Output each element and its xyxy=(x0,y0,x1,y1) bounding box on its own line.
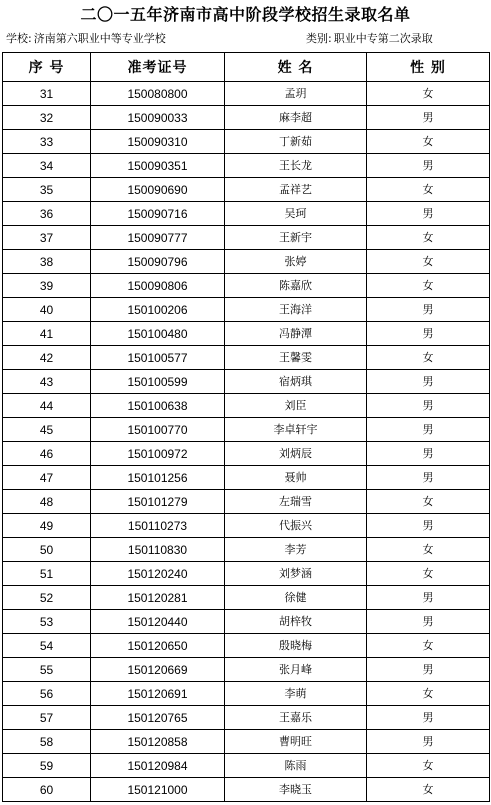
cell-name: 张月峰 xyxy=(225,658,367,682)
cell-seq: 54 xyxy=(3,634,91,658)
table-row xyxy=(3,466,490,490)
cell-seq: 38 xyxy=(3,250,91,274)
cell-seq: 39 xyxy=(3,274,91,298)
table-row xyxy=(3,418,490,442)
cell-gender: 女 xyxy=(367,178,490,202)
table-row xyxy=(3,562,490,586)
cell-seq: 36 xyxy=(3,202,91,226)
cell-gender: 男 xyxy=(367,442,490,466)
cell-exam-id: 150120440 xyxy=(91,610,225,634)
table-row xyxy=(3,82,490,106)
cell-name: 李萌 xyxy=(225,682,367,706)
cell-exam-id: 150100770 xyxy=(91,418,225,442)
cell-exam-id: 150121000 xyxy=(91,778,225,802)
cell-name: 张婷 xyxy=(225,250,367,274)
cell-gender: 女 xyxy=(367,82,490,106)
category-label: 类别: xyxy=(306,32,332,45)
admission-table xyxy=(2,52,490,802)
cell-gender: 女 xyxy=(367,250,490,274)
cell-name: 王嘉乐 xyxy=(225,706,367,730)
table-header-row xyxy=(3,53,490,82)
header-seq: 序 号 xyxy=(3,53,91,82)
cell-exam-id: 150080800 xyxy=(91,82,225,106)
table-row xyxy=(3,346,490,370)
cell-name: 宿炳琪 xyxy=(225,370,367,394)
cell-gender: 男 xyxy=(367,586,490,610)
cell-exam-id: 150101256 xyxy=(91,466,225,490)
cell-exam-id: 150120691 xyxy=(91,682,225,706)
table-row xyxy=(3,538,490,562)
cell-gender: 男 xyxy=(367,202,490,226)
header-name: 姓 名 xyxy=(225,53,367,82)
cell-gender: 男 xyxy=(367,322,490,346)
table-row xyxy=(3,106,490,130)
table-row xyxy=(3,730,490,754)
school-label: 学校: xyxy=(6,32,32,45)
cell-name: 代振兴 xyxy=(225,514,367,538)
cell-exam-id: 150120984 xyxy=(91,754,225,778)
table-row xyxy=(3,586,490,610)
cell-exam-id: 150090777 xyxy=(91,226,225,250)
cell-exam-id: 150090806 xyxy=(91,274,225,298)
cell-gender: 男 xyxy=(367,706,490,730)
table-row xyxy=(3,634,490,658)
cell-seq: 37 xyxy=(3,226,91,250)
cell-name: 刘炳辰 xyxy=(225,442,367,466)
cell-seq: 47 xyxy=(3,466,91,490)
table-row xyxy=(3,322,490,346)
cell-gender: 男 xyxy=(367,466,490,490)
cell-exam-id: 150090033 xyxy=(91,106,225,130)
header-exam-id: 准考证号 xyxy=(91,53,225,82)
table-row xyxy=(3,274,490,298)
cell-gender: 女 xyxy=(367,778,490,802)
table-row xyxy=(3,442,490,466)
cell-seq: 42 xyxy=(3,346,91,370)
table-row xyxy=(3,514,490,538)
cell-seq: 58 xyxy=(3,730,91,754)
cell-seq: 40 xyxy=(3,298,91,322)
table-row xyxy=(3,154,490,178)
cell-exam-id: 150120765 xyxy=(91,706,225,730)
cell-exam-id: 150100480 xyxy=(91,322,225,346)
cell-exam-id: 150090690 xyxy=(91,178,225,202)
cell-seq: 51 xyxy=(3,562,91,586)
cell-name: 殷晓梅 xyxy=(225,634,367,658)
table-row xyxy=(3,658,490,682)
cell-exam-id: 150090310 xyxy=(91,130,225,154)
cell-name: 吴珂 xyxy=(225,202,367,226)
cell-seq: 60 xyxy=(3,778,91,802)
cell-name: 聂帅 xyxy=(225,466,367,490)
table-row xyxy=(3,250,490,274)
cell-exam-id: 150090796 xyxy=(91,250,225,274)
cell-name: 冯静潭 xyxy=(225,322,367,346)
cell-gender: 男 xyxy=(367,298,490,322)
table-row xyxy=(3,298,490,322)
cell-gender: 男 xyxy=(367,730,490,754)
cell-name: 王新宇 xyxy=(225,226,367,250)
cell-seq: 32 xyxy=(3,106,91,130)
cell-exam-id: 150090351 xyxy=(91,154,225,178)
category-name: 职业中专第二次录取 xyxy=(333,32,433,45)
cell-seq: 52 xyxy=(3,586,91,610)
cell-exam-id: 150110273 xyxy=(91,514,225,538)
cell-exam-id: 150120669 xyxy=(91,658,225,682)
cell-seq: 48 xyxy=(3,490,91,514)
cell-seq: 35 xyxy=(3,178,91,202)
cell-name: 徐健 xyxy=(225,586,367,610)
cell-gender: 男 xyxy=(367,154,490,178)
cell-seq: 41 xyxy=(3,322,91,346)
cell-gender: 男 xyxy=(367,106,490,130)
cell-exam-id: 150100972 xyxy=(91,442,225,466)
cell-exam-id: 150090716 xyxy=(91,202,225,226)
table-row xyxy=(3,394,490,418)
cell-exam-id: 150100599 xyxy=(91,370,225,394)
cell-name: 李卓轩宇 xyxy=(225,418,367,442)
cell-exam-id: 150120858 xyxy=(91,730,225,754)
cell-gender: 女 xyxy=(367,490,490,514)
cell-name: 左瑞雪 xyxy=(225,490,367,514)
cell-name: 王馨雯 xyxy=(225,346,367,370)
table-row xyxy=(3,490,490,514)
school-info xyxy=(6,31,166,47)
cell-gender: 女 xyxy=(367,274,490,298)
cell-exam-id: 150120650 xyxy=(91,634,225,658)
cell-name: 李芳 xyxy=(225,538,367,562)
cell-seq: 46 xyxy=(3,442,91,466)
table-row xyxy=(3,202,490,226)
cell-exam-id: 150100206 xyxy=(91,298,225,322)
cell-gender: 男 xyxy=(367,514,490,538)
table-row xyxy=(3,706,490,730)
cell-name: 王海洋 xyxy=(225,298,367,322)
table-row xyxy=(3,754,490,778)
cell-name: 麻李超 xyxy=(225,106,367,130)
cell-name: 刘臣 xyxy=(225,394,367,418)
cell-seq: 53 xyxy=(3,610,91,634)
cell-seq: 50 xyxy=(3,538,91,562)
table-row xyxy=(3,370,490,394)
cell-exam-id: 150100577 xyxy=(91,346,225,370)
cell-gender: 女 xyxy=(367,538,490,562)
table-row xyxy=(3,610,490,634)
cell-seq: 57 xyxy=(3,706,91,730)
cell-seq: 45 xyxy=(3,418,91,442)
cell-gender: 女 xyxy=(367,346,490,370)
cell-seq: 31 xyxy=(3,82,91,106)
cell-name: 王长龙 xyxy=(225,154,367,178)
school-name: 济南第六职业中等专业学校 xyxy=(33,32,166,45)
cell-name: 刘梦涵 xyxy=(225,562,367,586)
cell-seq: 49 xyxy=(3,514,91,538)
table-row xyxy=(3,682,490,706)
cell-gender: 男 xyxy=(367,658,490,682)
cell-name: 胡梓牧 xyxy=(225,610,367,634)
cell-seq: 34 xyxy=(3,154,91,178)
cell-name: 孟祥艺 xyxy=(225,178,367,202)
cell-gender: 女 xyxy=(367,634,490,658)
cell-seq: 33 xyxy=(3,130,91,154)
cell-exam-id: 150100638 xyxy=(91,394,225,418)
cell-gender: 男 xyxy=(367,370,490,394)
table-body xyxy=(3,82,490,802)
cell-name: 陈嘉欣 xyxy=(225,274,367,298)
cell-exam-id: 150120240 xyxy=(91,562,225,586)
cell-seq: 59 xyxy=(3,754,91,778)
cell-gender: 男 xyxy=(367,394,490,418)
category-info xyxy=(306,31,433,47)
cell-exam-id: 150120281 xyxy=(91,586,225,610)
cell-gender: 女 xyxy=(367,130,490,154)
cell-name: 曹明旺 xyxy=(225,730,367,754)
cell-exam-id: 150110830 xyxy=(91,538,225,562)
cell-name: 孟玥 xyxy=(225,82,367,106)
table-row xyxy=(3,178,490,202)
cell-gender: 男 xyxy=(367,610,490,634)
cell-gender: 女 xyxy=(367,226,490,250)
table-row xyxy=(3,226,490,250)
document-title: 二〇一五年济南市高中阶段学校招生录取名单 xyxy=(80,5,411,24)
cell-name: 丁新茹 xyxy=(225,130,367,154)
cell-name: 陈雨 xyxy=(225,754,367,778)
cell-seq: 43 xyxy=(3,370,91,394)
table-row xyxy=(3,778,490,802)
cell-exam-id: 150101279 xyxy=(91,490,225,514)
cell-gender: 女 xyxy=(367,682,490,706)
cell-name: 李晓玉 xyxy=(225,778,367,802)
cell-seq: 55 xyxy=(3,658,91,682)
cell-gender: 男 xyxy=(367,418,490,442)
cell-seq: 44 xyxy=(3,394,91,418)
cell-gender: 女 xyxy=(367,562,490,586)
header-gender: 性 别 xyxy=(367,53,490,82)
table-row xyxy=(3,130,490,154)
cell-seq: 56 xyxy=(3,682,91,706)
cell-gender: 女 xyxy=(367,754,490,778)
